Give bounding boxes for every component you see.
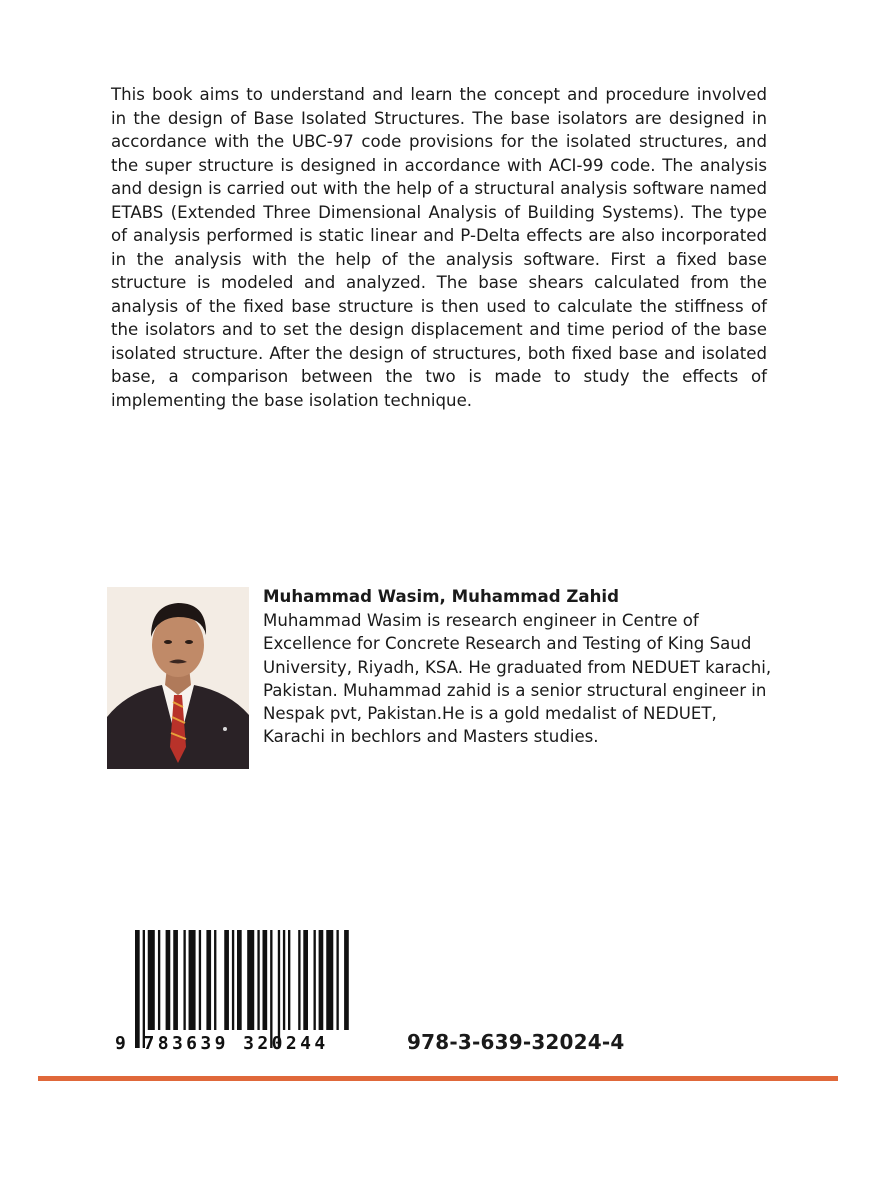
barcode-bar [189, 930, 196, 1030]
barcode-bar [283, 930, 285, 1030]
barcode-bar [173, 930, 178, 1030]
barcode-bar [326, 930, 333, 1030]
barcode-bar [257, 930, 259, 1030]
barcode-bar [214, 930, 216, 1030]
barcode-bar [237, 930, 242, 1030]
barcode-bar [135, 930, 140, 1048]
isbn-number: 978-3-639-32024-4 [407, 1030, 625, 1054]
barcode-bar [224, 930, 229, 1030]
barcode-bar [166, 930, 171, 1030]
barcode-bar [143, 930, 145, 1048]
barcode-bar [314, 930, 316, 1030]
book-description: This book aims to understand and learn the concept and procedure involved in the design of Base Isolated Structures. The base isolators are designed in accordance with the UBC-97 code provisions for the isolated structures, and the super structure is designed in accordance with ACI-99 code. The analysis and design is carried out with the help of a structural analysis software named ETABS (Extended Three Dimensional Analysis of Building Systems). The type of analysis performed is static linear and P-Delta effects are also incorporated in the analysis with the help of the analysis software. First a fixed base structure is modeled and analyzed. The base shears calculated from the analysis of the fixed base structure is then used to calculate the stiffness of the isolators and to set the design displacement and time period of the base isolated structure. After the design of structures, both fixed base and isolated base, a comparison between the two is made to study the effects of implementing the base isolation technique. [111, 85, 767, 410]
barcode-bar [247, 930, 254, 1030]
barcode-bar [278, 930, 280, 1048]
author-info [263, 585, 783, 749]
barcode-bar [298, 930, 300, 1030]
barcode-bar [344, 930, 349, 1030]
barcode-bar [158, 930, 160, 1030]
barcode-digits: 9 783639 320244 [115, 1033, 329, 1054]
barcode-bar [263, 930, 268, 1030]
barcode-bar [183, 930, 185, 1030]
barcode-bar [336, 930, 338, 1030]
author-photo [107, 587, 249, 769]
author-bio: Muhammad Wasim is research engineer in Centre of Excellence for Concrete Research and Testing of King Saud University, Riyadh, KSA. He graduated from NEDUET karachi, Pakistan. Muhammad zahid is a senior structural engineer in Nespak pvt, Pakistan.He is a gold medalist of NEDUET, Karachi in bechlors and Masters studies. [263, 611, 772, 747]
barcode-bar [270, 930, 272, 1048]
barcode [107, 928, 357, 1058]
barcode-bar [148, 930, 155, 1030]
footer-divider [38, 1076, 838, 1081]
barcode-bar [199, 930, 201, 1030]
author-names: Muhammad Wasim, Muhammad Zahid [263, 587, 619, 606]
barcode-bar [232, 930, 234, 1030]
barcode-bar [288, 930, 290, 1030]
barcode-bar [303, 930, 308, 1030]
barcode-bar [206, 930, 211, 1030]
barcode-bar [319, 930, 324, 1030]
